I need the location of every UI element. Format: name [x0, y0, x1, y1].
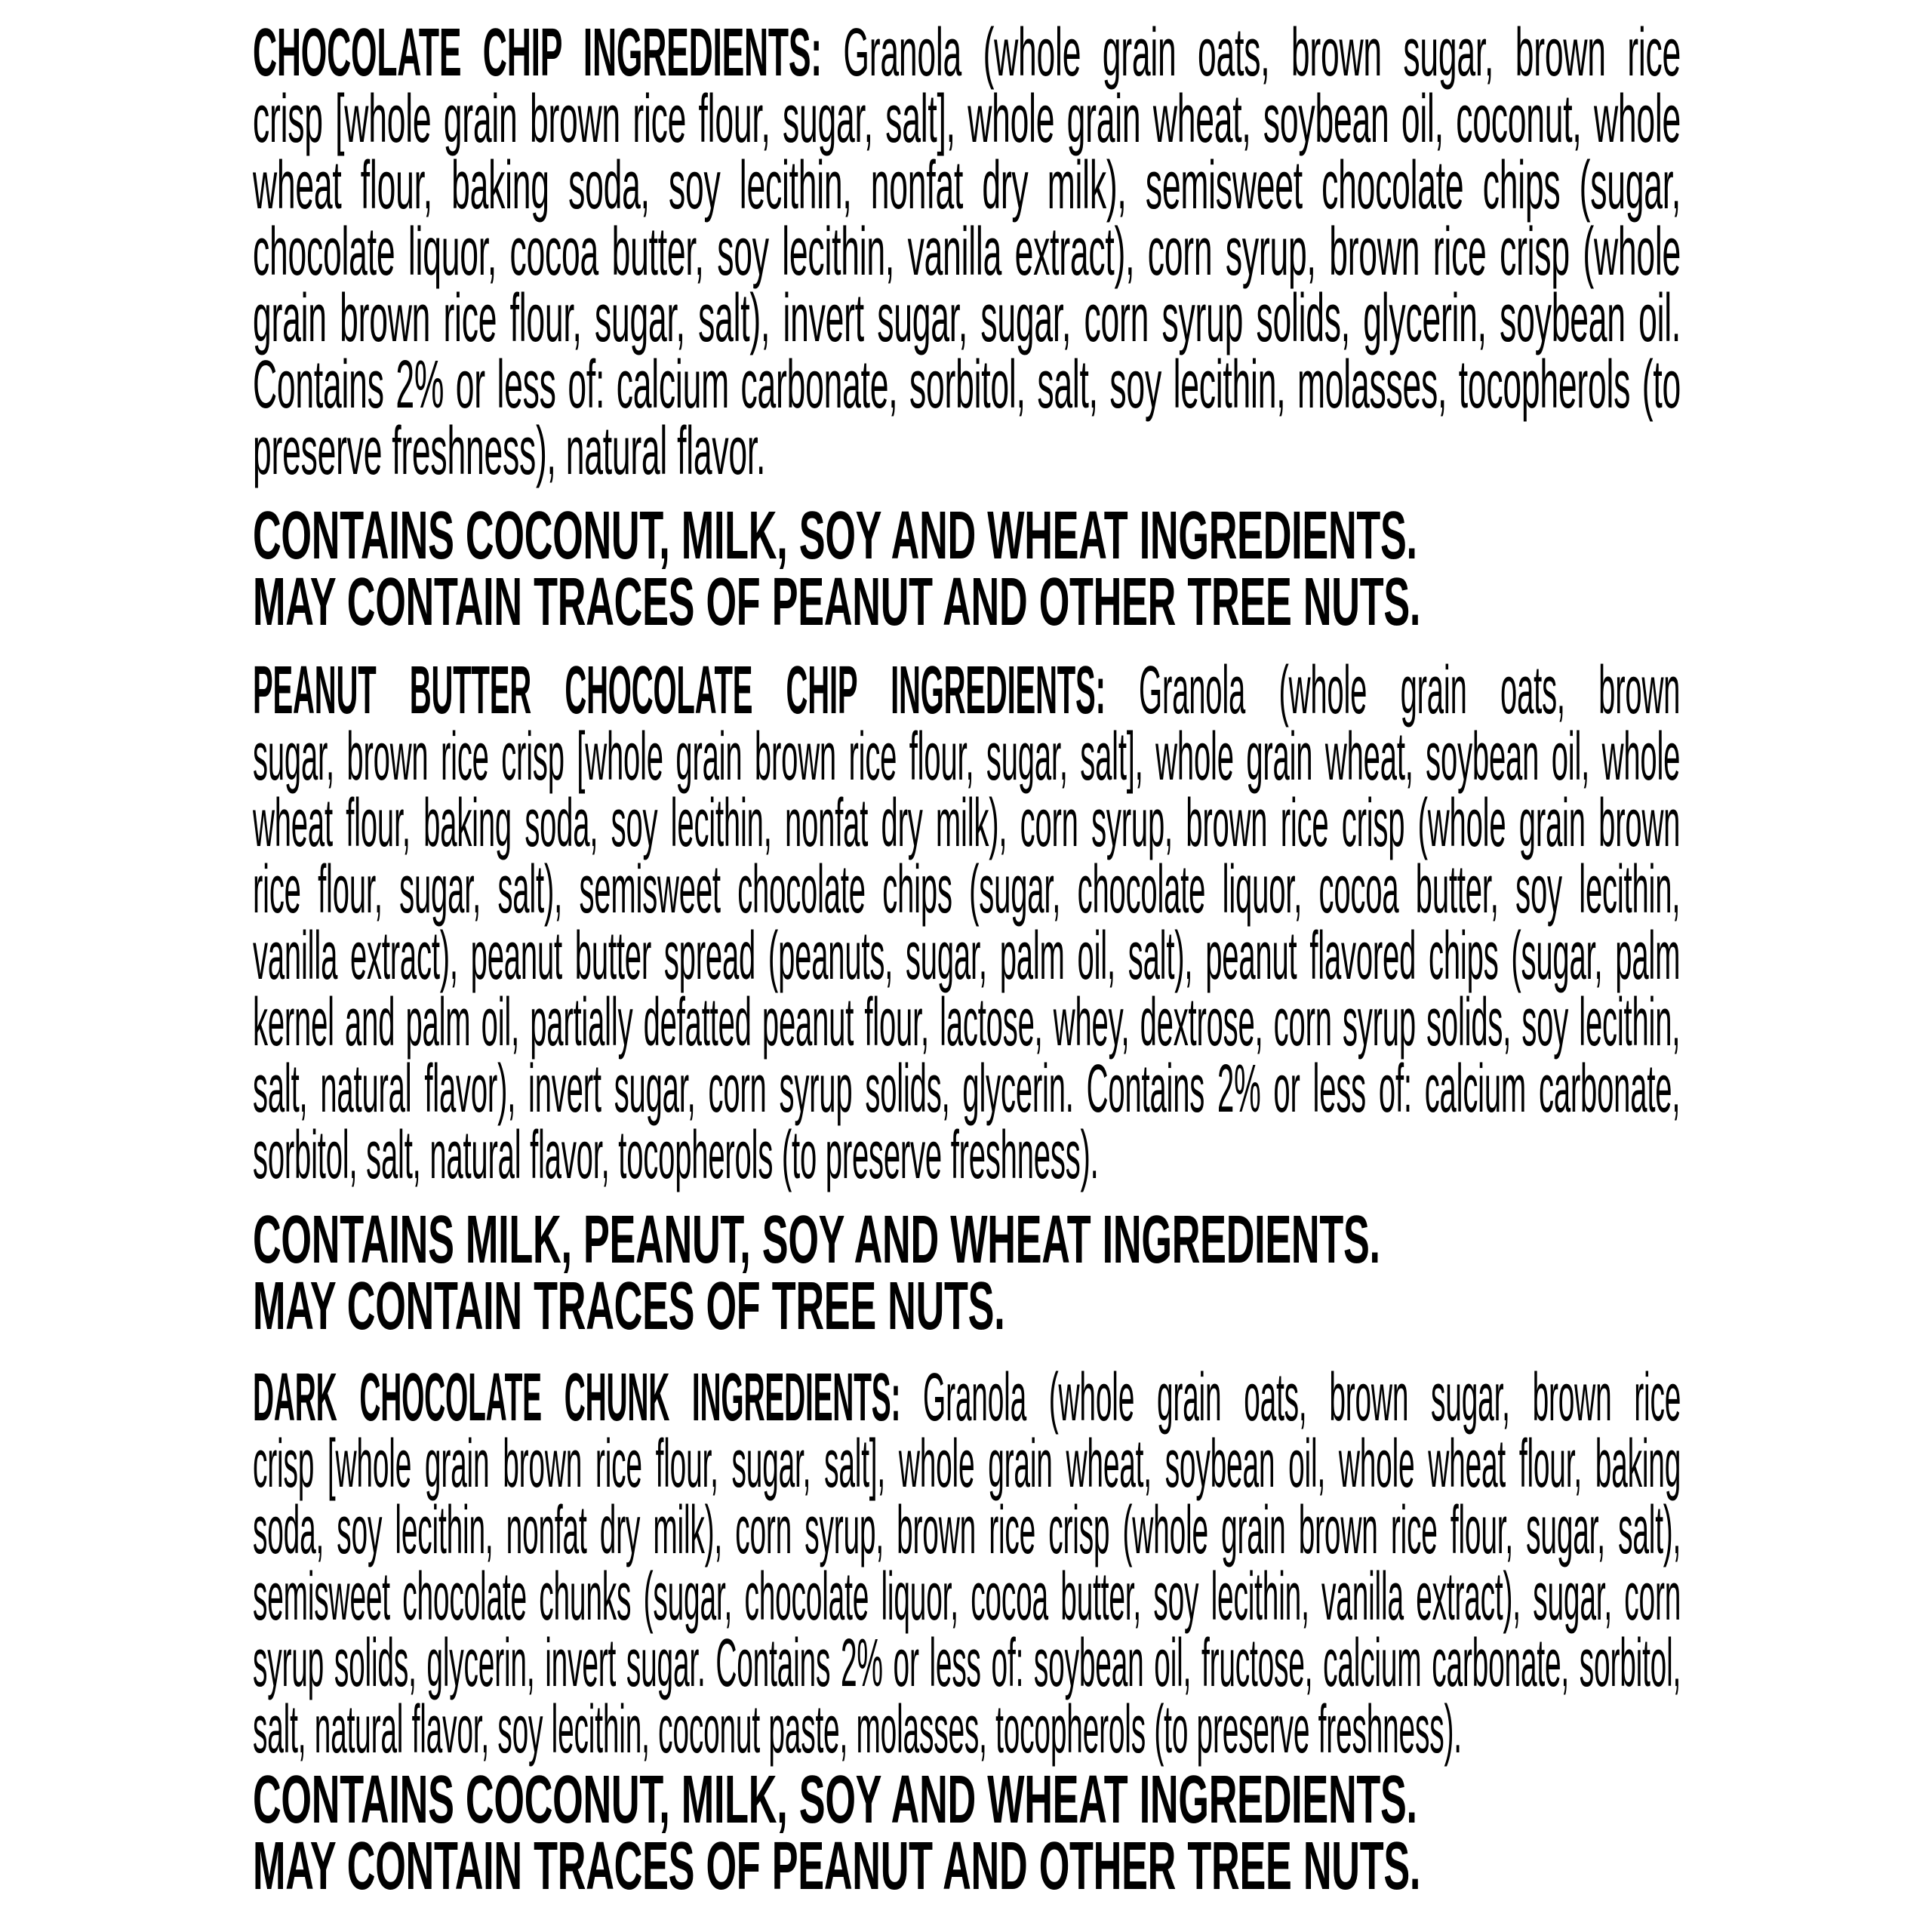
text-line: wheat flour, baking soda, soy lecithin, nonfat dry milk), semisweet chocolate chips (sugar,	[253, 148, 1681, 223]
ingredients-paragraph-chocolate-chip	[253, 15, 1681, 489]
ingredients-text: Granola (whole grain oats, brown sugar, brown rice	[900, 1360, 1681, 1435]
text-line: kernel and palm oil, partially defatted peanut flour, lactose, whey, dextrose, corn syrup solids, soy lecithin,	[253, 985, 1681, 1060]
text-line: salt, natural flavor), invert sugar, corn syrup solids, glycerin. Contains 2% or less of: calcium carbonate,	[253, 1051, 1681, 1127]
label-content	[253, 15, 1932, 1904]
section-header-peanut-butter-chocolate-chip: PEANUT BUTTER CHOCOLATE CHIP INGREDIENTS:	[253, 653, 1106, 728]
text-line: Contains 2% or less of: calcium carbonate, sorbitol, salt, soy lecithin, molasses, tocopherols (to	[253, 347, 1681, 423]
text-line: sorbitol, salt, natural flavor, tocopherols (to preserve freshness).	[253, 1118, 1099, 1193]
text-line: preserve freshness), natural flavor.	[253, 414, 766, 489]
text-line: vanilla extract), peanut butter spread (peanuts, sugar, palm oil, salt), peanut flavored chips (sugar, palm	[253, 918, 1681, 994]
may-contain-statement: MAY CONTAIN TRACES OF TREE NUTS.	[253, 1269, 1005, 1344]
ingredients-text: Granola (whole grain oats, brown	[1105, 653, 1681, 728]
section-peanut-butter-chocolate-chip	[253, 653, 1932, 1344]
contains-statement: CONTAINS COCONUT, MILK, SOY AND WHEAT INGREDIENTS.	[253, 1762, 1417, 1838]
allergen-statement-peanut-butter-chocolate-chip	[253, 1202, 1932, 1344]
contains-statement: CONTAINS MILK, PEANUT, SOY AND WHEAT INGREDIENTS.	[253, 1202, 1380, 1278]
text-line: syrup solids, glycerin, invert sugar. Contains 2% or less of: soybean oil, fructose, calcium carbonate, sorbitol,	[253, 1626, 1681, 1701]
section-chocolate-chip	[253, 15, 1932, 640]
text-line	[253, 15, 1681, 91]
text-line: sugar, brown rice crisp [whole grain brown rice flour, sugar, salt], whole grain wheat, soybean oil, whole	[253, 719, 1681, 795]
text-line	[253, 1360, 1681, 1435]
allergen-statement-chocolate-chip	[253, 498, 1932, 640]
contains-statement: CONTAINS COCONUT, MILK, SOY AND WHEAT INGREDIENTS.	[253, 498, 1417, 574]
text-line: soda, soy lecithin, nonfat dry milk), corn syrup, brown rice crisp (whole grain brown rice flour, sugar, salt),	[253, 1493, 1681, 1568]
section-dark-chocolate-chunk	[253, 1360, 1932, 1904]
may-contain-statement: MAY CONTAIN TRACES OF PEANUT AND OTHER TREE NUTS.	[253, 565, 1421, 640]
section-header-chocolate-chip: CHOCOLATE CHIP INGREDIENTS:	[253, 15, 822, 91]
text-line: grain brown rice flour, sugar, salt), invert sugar, sugar, corn syrup solids, glycerin, soybean oil.	[253, 281, 1681, 356]
text-line: rice flour, sugar, salt), semisweet chocolate chips (sugar, chocolate liquor, cocoa butter, soy lecithin,	[253, 852, 1681, 928]
text-line: salt, natural flavor, soy lecithin, coconut paste, molasses, tocopherols (to preserve freshness).	[253, 1692, 1462, 1767]
text-line: chocolate liquor, cocoa butter, soy lecithin, vanilla extract), corn syrup, brown rice crisp (whole	[253, 214, 1681, 290]
text-line: crisp [whole grain brown rice flour, sugar, salt], whole grain wheat, soybean oil, whole wheat flour, baking	[253, 1426, 1681, 1502]
ingredients-paragraph-peanut-butter-chocolate-chip	[253, 653, 1681, 1193]
text-line: wheat flour, baking soda, soy lecithin, nonfat dry milk), corn syrup, brown rice crisp (whole grain brown	[253, 786, 1681, 861]
section-header-dark-chocolate-chunk: DARK CHOCOLATE CHUNK INGREDIENTS:	[253, 1360, 901, 1435]
allergen-statement-dark-chocolate-chunk	[253, 1762, 1932, 1904]
ingredients-text: Granola (whole grain oats, brown sugar, brown rice	[821, 15, 1681, 91]
ingredients-paragraph-dark-chocolate-chunk	[253, 1360, 1681, 1767]
text-line: crisp [whole grain brown rice flour, sugar, salt], whole grain wheat, soybean oil, coconut, whole	[253, 82, 1681, 157]
text-line: semisweet chocolate chunks (sugar, chocolate liquor, cocoa butter, soy lecithin, vanilla extract), sugar, corn	[253, 1559, 1681, 1635]
text-line	[253, 653, 1681, 728]
may-contain-statement: MAY CONTAIN TRACES OF PEANUT AND OTHER TREE NUTS.	[253, 1829, 1421, 1904]
